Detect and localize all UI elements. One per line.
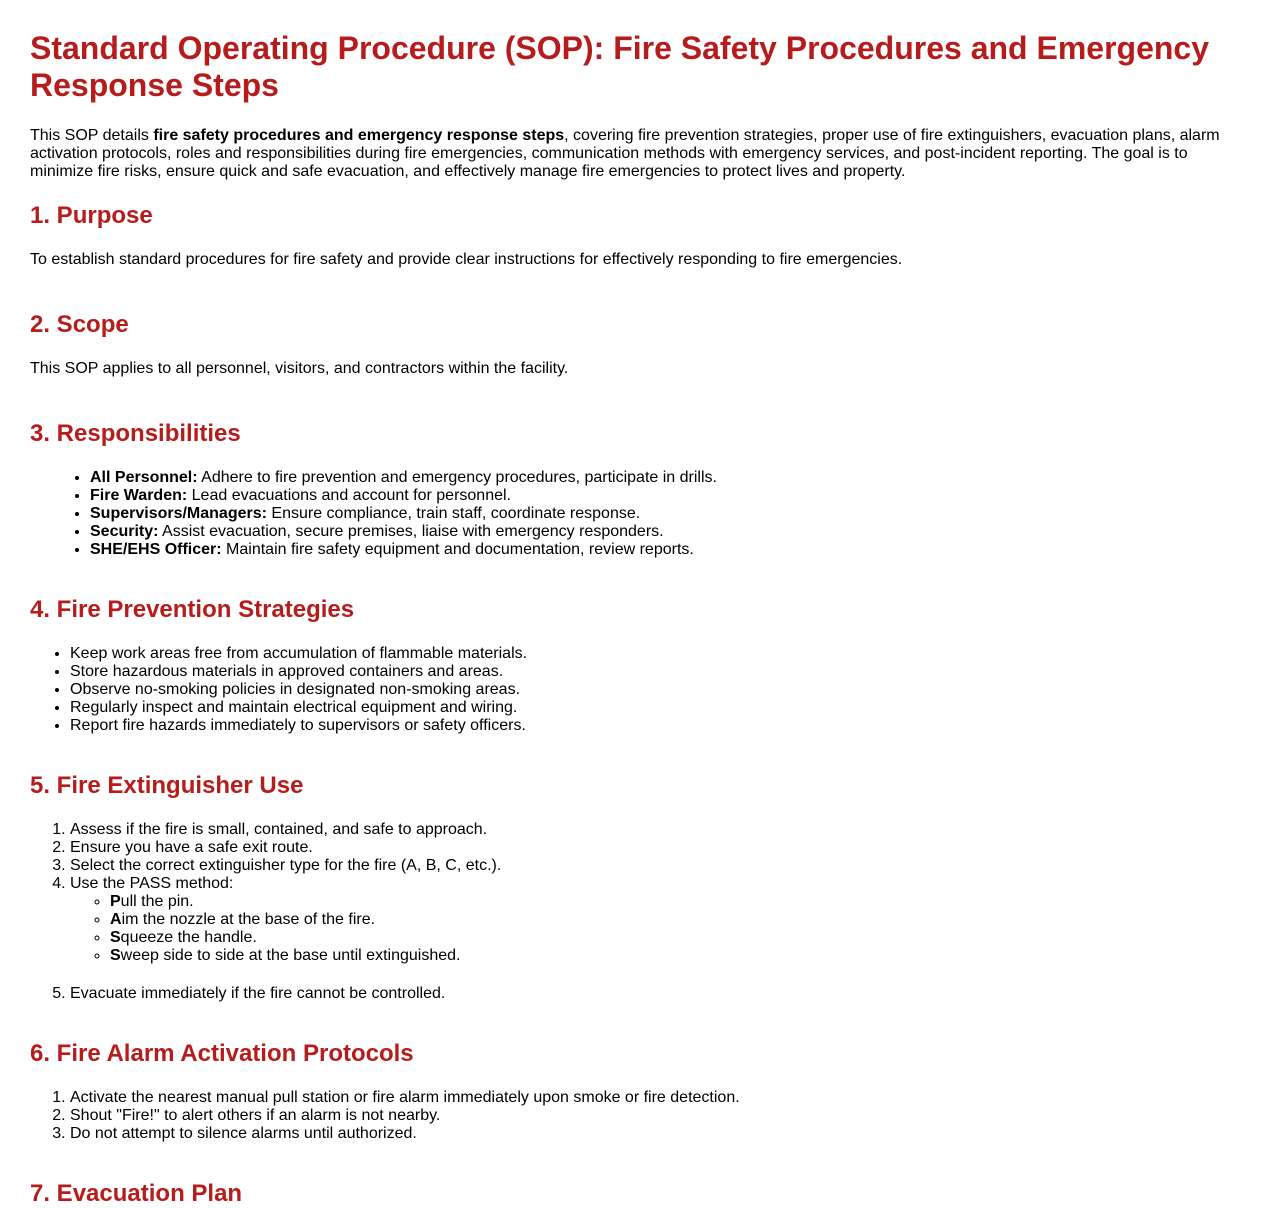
list-item [110, 947, 1233, 965]
intro-bold-phrase: fire safety procedures and emergency response steps [153, 127, 565, 144]
section-heading-fire-alarm: 6. Fire Alarm Activation Protocols [30, 1040, 414, 1067]
responsibilities-list [30, 469, 1233, 559]
pass-method-list [70, 893, 1233, 965]
list-item [90, 523, 1233, 541]
list-item: 3. Select the correct extinguisher type for the fire (A, B, C, etc.). [70, 857, 1233, 875]
pass-method-label: Use the PASS method: [70, 875, 234, 892]
role-description: Adhere to fire prevention and emergency procedures, participate in drills. [197, 469, 717, 486]
intro-paragraph [30, 127, 1233, 181]
pass-letter: S [110, 929, 121, 946]
role-label: All Personnel: [90, 469, 198, 486]
list-item [90, 505, 1233, 523]
list-item: 3. Do not attempt to silence alarms until authorized. [70, 1125, 1233, 1143]
list-item: 1. Assess if the fire is small, contained, and safe to approach. [70, 821, 1233, 839]
intro-text-end: , covering fire prevention strategies, proper use of fire extinguishers, evacuation plans, alarm activation protocols, roles and responsibilities during fire emergencies, communication methods with emergency services, and post-incident reporting. The goal is to minimize fire risks, ensure quick and safe evacuation, and effectively manage fire emergencies to protect lives and property. [30, 127, 1220, 180]
role-label: Security: [90, 523, 159, 540]
section-heading-responsibilities: 3. Responsibilities [30, 420, 241, 447]
list-item: 2. Ensure you have a safe exit route. [70, 839, 1233, 857]
pass-letter: P [110, 893, 121, 910]
pass-letter: S [110, 947, 121, 964]
fire-prevention-list [30, 645, 1233, 735]
list-item: • Regularly inspect and maintain electrical equipment and wiring. [70, 699, 1233, 717]
role-description: Assist evacuation, secure premises, liaise with emergency responders. [158, 523, 664, 540]
pass-letter: A [110, 911, 122, 928]
list-item: 5. Evacuate immediately if the fire cannot be controlled. [70, 985, 1233, 1003]
role-description: Maintain fire safety equipment and documentation, review reports. [221, 541, 694, 558]
pass-text: ull the pin. [120, 893, 194, 910]
section-heading-purpose: 1. Purpose [30, 202, 153, 229]
section-heading-scope: 2. Scope [30, 311, 129, 338]
pass-text: queeze the handle. [120, 929, 257, 946]
pass-text: weep side to side at the base until extinguished. [120, 947, 461, 964]
list-item: 1. Activate the nearest manual pull station or fire alarm immediately upon smoke or fire detection. [70, 1089, 1233, 1107]
section-heading-fire-extinguisher: 5. Fire Extinguisher Use [30, 772, 304, 799]
role-description: Lead evacuations and account for personnel. [187, 487, 511, 504]
role-label: Fire Warden: [90, 487, 188, 504]
section-heading-evacuation-plan: 7. Evacuation Plan [30, 1180, 243, 1207]
list-item [70, 875, 1233, 965]
section-heading-fire-prevention: 4. Fire Prevention Strategies [30, 596, 355, 623]
pass-text: im the nozzle at the base of the fire. [121, 911, 376, 928]
list-item [90, 487, 1233, 505]
list-item [90, 469, 1233, 487]
fire-alarm-steps [30, 1089, 1233, 1143]
purpose-text: To establish standard procedures for fire safety and provide clear instructions for effectively responding to fire emergencies. [30, 251, 903, 268]
list-item: • Report fire hazards immediately to supervisors or safety officers. [70, 717, 1233, 735]
role-description: Ensure compliance, train staff, coordinate response. [266, 505, 641, 522]
list-item [90, 541, 1233, 559]
list-item: • Keep work areas free from accumulation of flammable materials. [70, 645, 1233, 663]
list-item: • Store hazardous materials in approved containers and areas. [70, 663, 1233, 681]
page-title: Standard Operating Procedure (SOP): Fire Safety Procedures and Emergency Response Steps [30, 30, 1209, 103]
list-item: 2. Shout "Fire!" to alert others if an alarm is not nearby. [70, 1107, 1233, 1125]
role-label: Supervisors/Managers: [90, 505, 267, 522]
role-label: SHE/EHS Officer: [90, 541, 222, 558]
intro-text-start: This SOP details [30, 127, 154, 144]
list-item: • Observe no-smoking policies in designated non-smoking areas. [70, 681, 1233, 699]
list-item [110, 929, 1233, 947]
scope-text: This SOP applies to all personnel, visitors, and contractors within the facility. [30, 360, 569, 377]
list-item [110, 911, 1233, 929]
list-item [110, 893, 1233, 911]
fire-extinguisher-steps [30, 821, 1233, 1003]
